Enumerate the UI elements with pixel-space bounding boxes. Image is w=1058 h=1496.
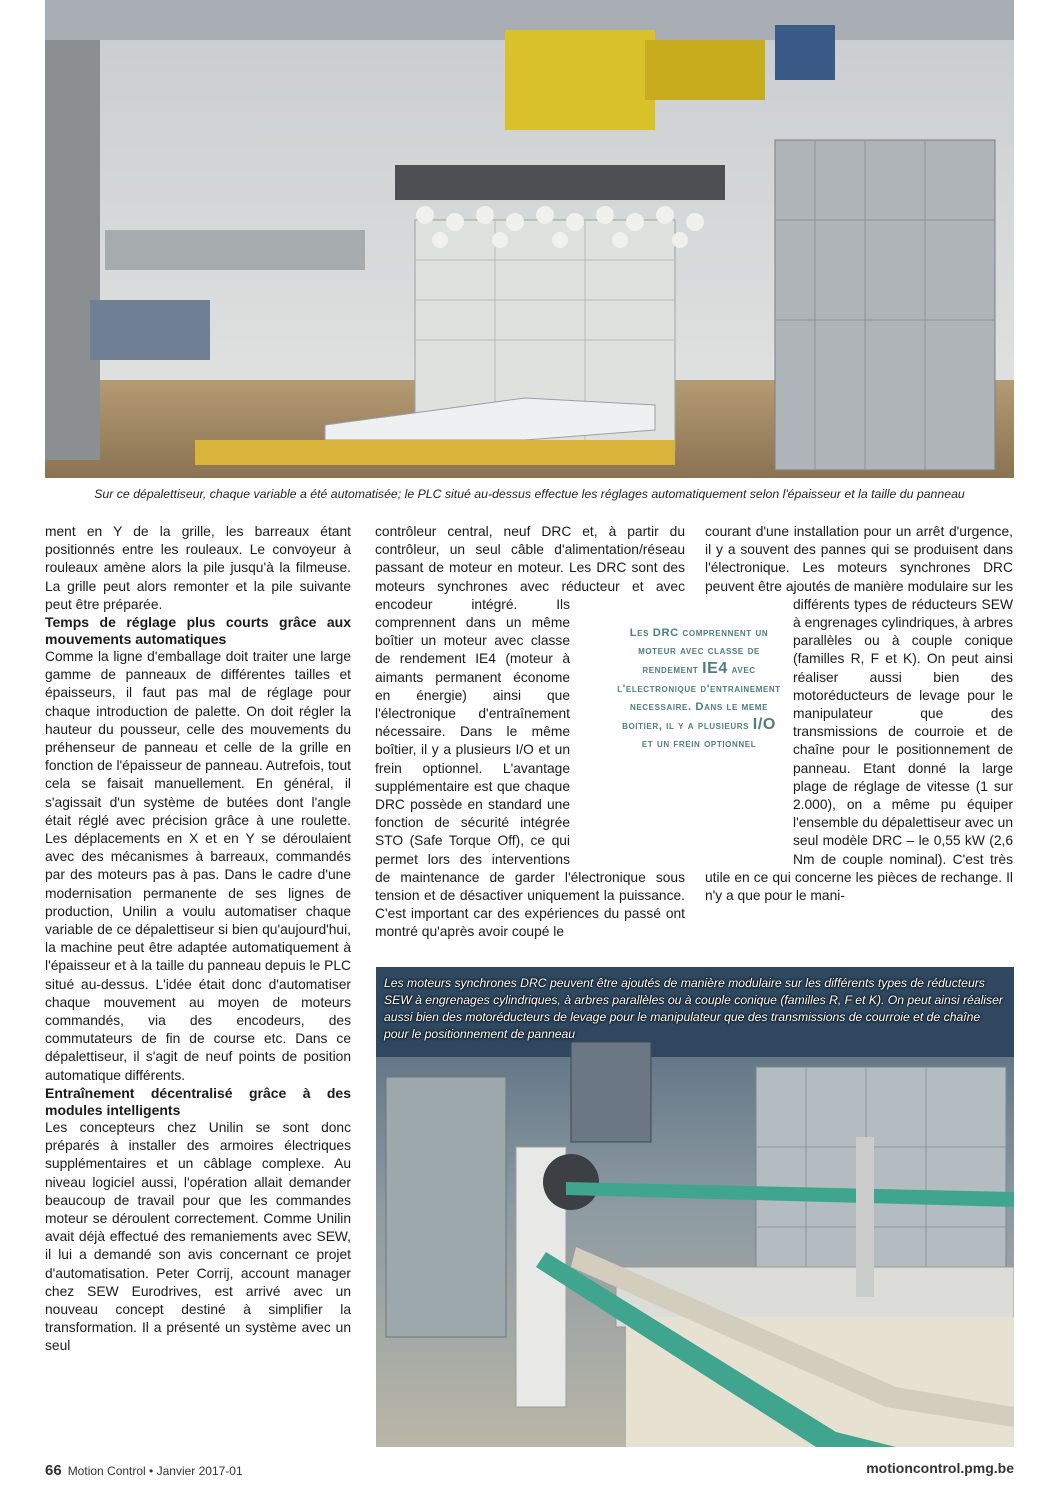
pull-quote-part-2: avec l'electronique d'entrainement necessaire. Dans le meme boitier, il y a plusieurs [617, 664, 781, 733]
pull-quote [616, 624, 782, 753]
website-link[interactable]: motioncontrol.pmg.be [866, 1460, 1014, 1476]
pull-quote-part-1: Les DRC comprennent un moteur avec classe de rendement [629, 627, 769, 677]
pull-quote-io: I/O [752, 716, 776, 734]
subheading-reglage: Temps de réglage plus courts grâce aux mouvements automatiques [45, 614, 351, 648]
col1-paragraph-3: Les concepteurs chez Unilin se sont donc préparés à installer des armoires électriques supplémentaires et un câblage complexe. Au niveau logiciel aussi, l'opération allait demander beaucoup de travail pour que les commandes moteur se déroulent correctement. Comme Unilin avait déjà effectué des remaniements avec SEW, il lui a demandé son avis concernant ce projet d'automatisation. Peter Corrij, account manager chez SEW Eurodrives, est arrivé avec un nouveau concept destiné à simplifier la transformation. Il a présenté un système avec un seul [45, 1119, 351, 1354]
bottom-photo-caption: Les moteurs synchrones DRC peuvent être ajoutés de manière modulaire sur les différents types de réducteurs SEW à engrenages cylindriques, à arbres parallèles ou à couple conique (familles R, F et K). On peut ainsi réaliser aussi bien des motoréducteurs de levage pour le manipulateur que des transmissions de courroie et de chaîne pour le positionnement de panneau [384, 976, 1003, 1041]
col3-paragraph-1: courant d'une installation pour un arrêt d'urgence, il y a souvent des pannes qui se produisent dans l'électronique. Les moteurs synchrones DRC peuvent être ajoutés de manière modulaire sur les différents types de réducteurs SEW à engrenages cylindriques, à arbres parallèles ou à couple conique (familles R, F et K). On peut ainsi réaliser aussi bien des motoréducteurs de levage pour le manipulateur que des transmissions de courroie et de chaîne pour le positionnement de panneau. Etant donné la large plage de réglage de vitesse (1 sur 2.000), on a même pu équiper l'ensemble du dépalettiseur avec un seul modèle DRC – le 0,55 kW (2,6 Nm de couple nominal). C'est très utile en ce qui concerne les pièces de rechange. Il n'y a que pour le mani- [705, 524, 1013, 904]
col1-paragraph-2: Comme la ligne d'emballage doit traiter une large gamme de panneaux de différentes tailles et épaisseurs, il faut pas mal de réglage pour chaque introduction de palette. On doit régler la hauteur du pousseur, celle des mouvements du préhenseur de panneau et celle de la grille en fonction de l'épaisseur de panneau. Autrefois, tout cela se faisait manuellement. En général, il s'agissait d'un système de butées dont l'angle était réglé avec précision grâce à une roulette. Les déplacements en X et en Y se déroulaient avec des mécanismes à barreaux, commandés par des moteurs pas à pas. Dans le cadre d'une modernisation permanente de ses lignes de production, Unilin a voulu automatiser chaque variable de ce dépalettiseur si bien qu'aujourd'hui, la machine peut être adaptée automatiquement à l'épaisseur et à la taille du panneau depuis le PLC situé au-dessus. L'idée était donc d'automatiser chaque mouvement au moyen de moteurs commandés, via des encodeurs, des commutateurs de fin de course etc. Dans ce dépalettiseur, il s'agit de neuf points de position automatique différents. [45, 649, 351, 1083]
top-photo [45, 0, 1014, 478]
pull-quote-part-3: et un frein optionnel [641, 738, 757, 751]
bottom-photo [376, 967, 1014, 1447]
subheading-entrainement: Entraînement décentralisé grâce à des modules intelligents [45, 1084, 351, 1118]
col1-paragraph-1: ment en Y de la grille, les barreaux étant positionnés entre les rouleaux. Le convoyeur à rouleaux amène alors la pile jusqu'à la filmeuse. La grille peut alors remonter et la pile suivante peut être préparée. [45, 524, 351, 612]
top-photo-caption: Sur ce dépalettiseur, chaque variable a été automatisée; le PLC situé au-dessus effectue les réglages automatiquement selon l'épaisseur et la taille du panneau [94, 487, 965, 501]
publication-info: Motion Control • Janvier 2017-01 [67, 1464, 243, 1478]
footer-left [45, 1462, 243, 1479]
col2-paragraph-1: contrôleur central, neuf DRC et, à partir du contrôleur, un seul câble d'alimentation/réseau passant de moteur en moteur. Les DRC sont des moteurs synchrones avec réducteur et avec encodeur intégré. Ils comprennent dans un même boîtier un moteur avec classe de rendement IE4 (moteur à aimants permanent économe en énergie) ainsi que l'électronique d'entraînement nécessaire. Dans le même boîtier, il y a plusieurs I/O et un frein optionnel. L'avantage supplémentaire est que chaque DRC possède en standard une fonction de sécurité intégrée STO (Safe Torque Off), ce qui permet lors des interventions de maintenance de garder l'électronique sous tension et de désactiver uniquement la puissance. C'est important car des expériences du passé ont montré qu'après avoir coupé le [375, 524, 685, 940]
pull-quote-ie4: IE4 [702, 660, 728, 678]
page-number: 66 [45, 1462, 62, 1479]
column-1 [45, 523, 351, 1356]
